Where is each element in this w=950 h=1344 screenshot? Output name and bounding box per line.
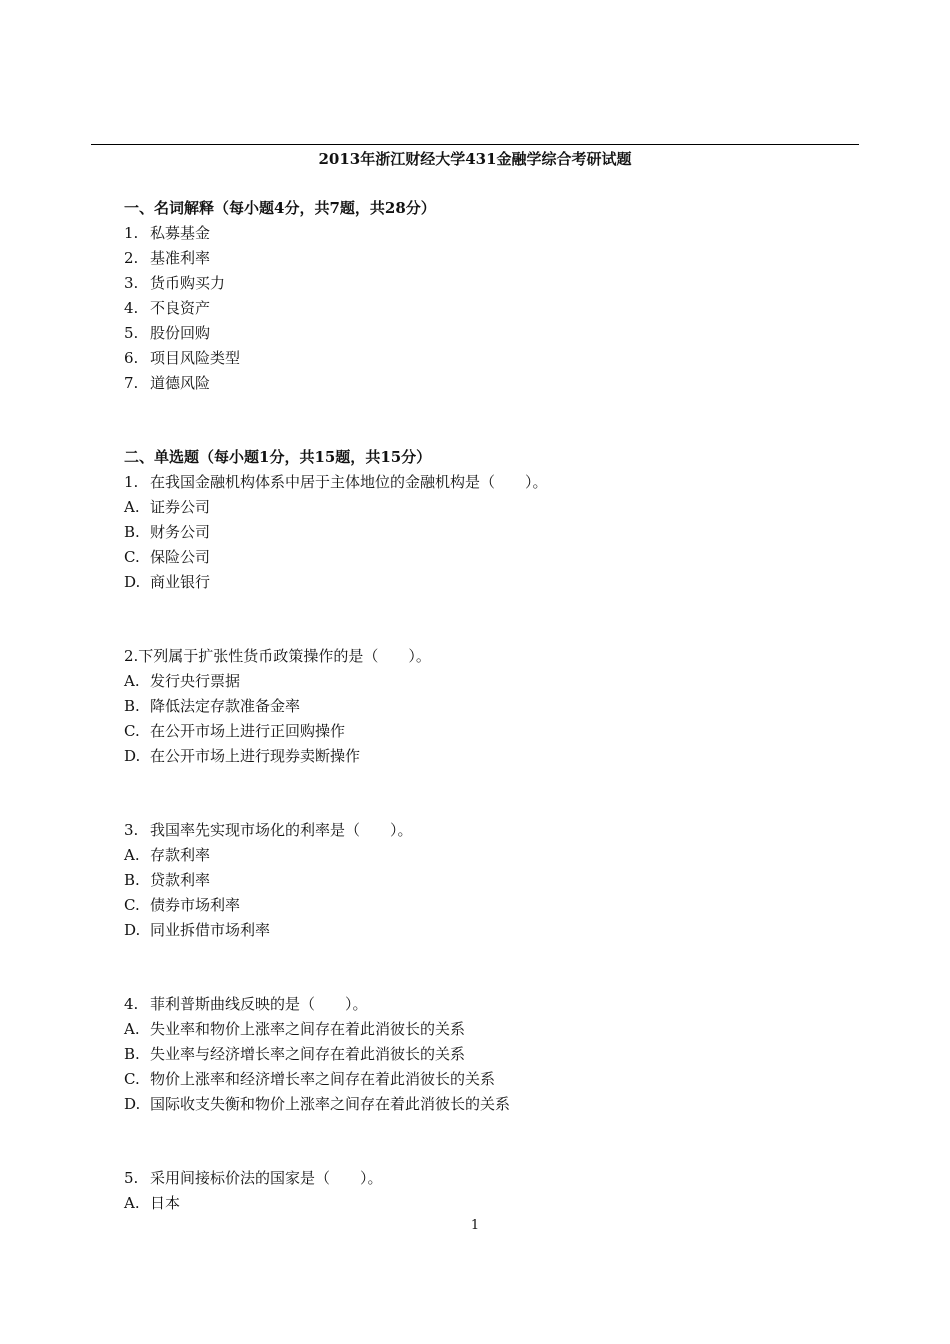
- option-text: 发行央行票据: [150, 672, 241, 690]
- option-text: 失业率与经济增长率之间存在着此消彼长的关系: [150, 1045, 466, 1063]
- option-label: C.: [124, 896, 140, 914]
- question-number: 5.: [124, 1169, 139, 1187]
- option-label: C.: [124, 1070, 140, 1088]
- option-text: 存款利率: [150, 846, 211, 864]
- question-stem: [124, 472, 548, 492]
- question-option: [124, 1193, 180, 1213]
- question-option: [124, 895, 240, 915]
- option-label: B.: [124, 871, 140, 889]
- question-stem: [124, 1168, 383, 1188]
- option-label: A.: [124, 672, 140, 690]
- list-item: [124, 223, 210, 243]
- question-option: [124, 1069, 495, 1089]
- question-option: [124, 1019, 465, 1039]
- option-label: B.: [124, 697, 140, 715]
- question-stem: [124, 820, 413, 840]
- option-label: D.: [124, 1095, 141, 1113]
- option-label: D.: [124, 921, 141, 939]
- item-text: 项目风险类型: [150, 349, 241, 367]
- question-text: 菲利普斯曲线反映的是（ ）。: [150, 995, 368, 1013]
- question-option: [124, 845, 210, 865]
- question-stem: [124, 994, 368, 1014]
- option-label: A.: [124, 1020, 140, 1038]
- option-label: A.: [124, 1194, 140, 1212]
- option-text: 证券公司: [150, 498, 211, 516]
- option-label: D.: [124, 573, 141, 591]
- item-number: 6.: [124, 349, 139, 367]
- section2-heading: 二、单选题（每小题1分，共15题，共15分）: [124, 448, 432, 466]
- item-text: 股份回购: [150, 324, 211, 342]
- item-text: 货币购买力: [150, 274, 226, 292]
- question-option: [124, 497, 210, 517]
- question-option: [124, 746, 360, 766]
- item-number: 1.: [124, 224, 139, 242]
- option-text: 财务公司: [150, 523, 211, 541]
- question-option: [124, 1044, 465, 1064]
- list-item: [124, 373, 210, 393]
- item-number: 4.: [124, 299, 139, 317]
- list-item: [124, 348, 240, 368]
- option-text: 国际收支失衡和物价上涨率之间存在着此消彼长的关系: [150, 1095, 511, 1113]
- section1-heading: 一、名词解释（每小题4分，共7题，共28分）: [124, 199, 436, 217]
- question-option: [124, 522, 210, 542]
- question-text: 采用间接标价法的国家是（ ）。: [150, 1169, 383, 1187]
- list-item: [124, 323, 210, 343]
- question-number: 3.: [124, 821, 139, 839]
- option-text: 债券市场利率: [150, 896, 241, 914]
- list-item: [124, 248, 210, 268]
- item-number: 7.: [124, 374, 139, 392]
- item-text: 道德风险: [150, 374, 211, 392]
- question-text: 我国率先实现市场化的利率是（ ）。: [150, 821, 413, 839]
- question-option: [124, 1094, 510, 1114]
- option-label: B.: [124, 523, 140, 541]
- question-number: 4.: [124, 995, 139, 1013]
- option-label: A.: [124, 846, 140, 864]
- option-text: 失业率和物价上涨率之间存在着此消彼长的关系: [150, 1020, 466, 1038]
- question-number: 1.: [124, 473, 139, 491]
- option-text: 保险公司: [150, 548, 211, 566]
- question-option: [124, 870, 210, 890]
- list-item: [124, 273, 225, 293]
- option-text: 物价上涨率和经济增长率之间存在着此消彼长的关系: [150, 1070, 496, 1088]
- option-text: 同业拆借市场利率: [150, 921, 271, 939]
- item-text: 不良资产: [150, 299, 211, 317]
- item-text: 基准利率: [150, 249, 211, 267]
- option-label: D.: [124, 747, 141, 765]
- item-number: 2.: [124, 249, 139, 267]
- question-option: [124, 547, 210, 567]
- question-stem: 2.下列属于扩张性货币政策操作的是（ ）。: [124, 647, 431, 665]
- option-text: 在公开市场上进行现券卖断操作: [150, 747, 361, 765]
- option-label: B.: [124, 1045, 140, 1063]
- item-number: 3.: [124, 274, 139, 292]
- option-text: 贷款利率: [150, 871, 211, 889]
- option-label: C.: [124, 722, 140, 740]
- header-rule: [91, 144, 859, 145]
- option-label: A.: [124, 498, 140, 516]
- option-text: 商业银行: [150, 573, 211, 591]
- option-text: 在公开市场上进行正回购操作: [150, 722, 346, 740]
- option-text: 降低法定存款准备金率: [150, 697, 301, 715]
- question-option: [124, 671, 240, 691]
- question-text: 在我国金融机构体系中居于主体地位的金融机构是（ ）。: [150, 473, 548, 491]
- question-option: [124, 572, 210, 592]
- item-number: 5.: [124, 324, 139, 342]
- list-item: [124, 298, 210, 318]
- page-number: 1: [470, 1218, 480, 1233]
- option-text: 日本: [150, 1194, 181, 1212]
- item-text: 私募基金: [150, 224, 211, 242]
- question-option: [124, 696, 300, 716]
- page-title: 2013年浙江财经大学431金融学综合考研试题: [318, 150, 632, 168]
- option-label: C.: [124, 548, 140, 566]
- question-option: [124, 920, 270, 940]
- question-option: [124, 721, 345, 741]
